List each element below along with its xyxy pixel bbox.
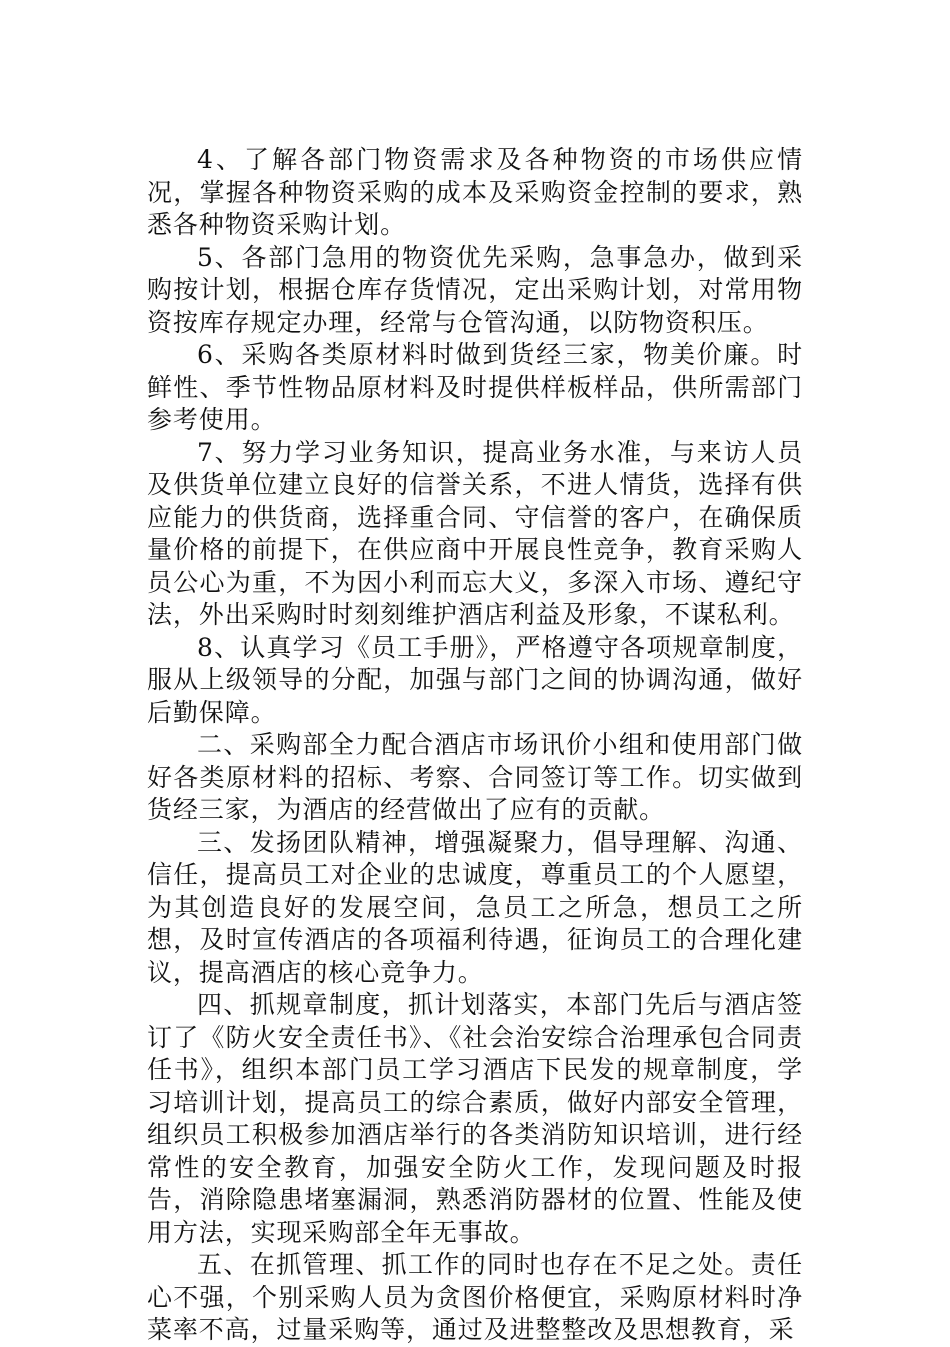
paragraph-section-5: 五、在抓管理、抓工作的同时也存在不足之处。责任心不强，个别采购人员为贪图价格便宜，采购原材料时净菜率不高，过量采购等，通过及进整整改及思想教育，采: [147, 1250, 803, 1344]
paragraph-item-6: 6、采购各类原材料时做到货经三家，物美价廉。时鲜性、季节性物品原材料及时提供样板样品，供所需部门参考使用。: [147, 340, 803, 434]
paragraph-item-4: 4、了解各部门物资需求及各种物资的市场供应情况，掌握各种物资采购的成本及采购资金控制的要求，熟悉各种物资采购计划。: [147, 145, 803, 239]
paragraph-section-2: 二、采购部全力配合酒店市场讯价小组和使用部门做好各类原材料的招标、考察、合同签订等工作。切实做到货经三家，为酒店的经营做出了应有的贡献。: [147, 730, 803, 824]
paragraph-section-4: 四、抓规章制度，抓计划落实，本部门先后与酒店签订了《防火安全责任书》、《社会治安综合治理承包合同责任书》，组织本部门员工学习酒店下民发的规章制度，学习培训计划，提高员工的综合素质，做好内部安全管理，组织员工积极参加酒店举行的各类消防知识培训，进行经常性的安全教育，加强安全防火工作，发现问题及时报告，消除隐患堵塞漏洞，熟悉消防器材的位置、性能及使用方法，实现采购部全年无事故。: [147, 990, 803, 1247]
document-body: [147, 144, 803, 1347]
paragraph-item-8: 8、认真学习《员工手册》，严格遵守各项规章制度，服从上级领导的分配，加强与部门之间的协调沟通，做好后勤保障。: [147, 632, 803, 727]
paragraph-item-5: 5、各部门急用的物资优先采购，急事急办，做到采购按计划，根据仓库存货情况，定出采购计划，对常用物资按库存规定办理，经常与仓管沟通，以防物资积压。: [147, 242, 803, 337]
paragraph-item-7: 7、努力学习业务知识，提高业务水准，与来访人员及供货单位建立良好的信誉关系，不进人情货，选择有供应能力的供货商，选择重合同、守信誉的客户，在确保质量价格的前提下，在供应商中开展良性竞争，教育采购人员公心为重，不为因小利而忘大义，多深入市场、遵纪守法，外出采购时时刻刻维护酒店利益及形象，不谋私利。: [147, 437, 803, 629]
paragraph-section-3: 三、发扬团队精神，增强凝聚力，倡导理解、沟通、信任，提高员工对企业的忠诚度，尊重员工的个人愿望，为其创造良好的发展空间，急员工之所急，想员工之所想，及时宣传酒店的各项福利待遇，征询员工的合理化建议，提高酒店的核心竞争力。: [147, 827, 803, 987]
